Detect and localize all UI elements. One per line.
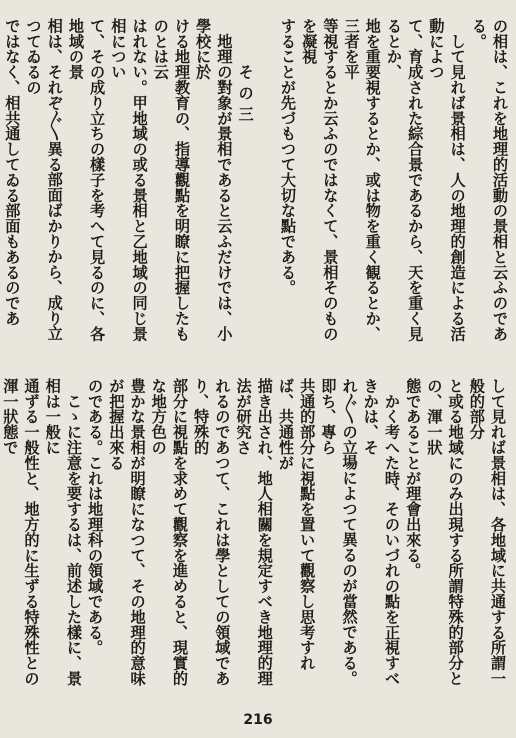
page-number: 216 — [243, 712, 273, 728]
upper-text-block: の相は、これを地理的活動の景相と云ふのである。 して見れば景相は、人の地理的創造による活動によつ て、育成された綜合景であるから、天を重く見るとか、 地を重要視するとか、或は物を重く観るとか、三者を平 等視するとか云ふのではなくて、景相そのものを凝視 することが先づもつて大切な點である。 そ の 三 地理の對象が景相であると云ふだけでは、小學校に於 ける地理教育の、指導觀點を明瞭に把握したものとは云 はれない。甲地域の或る景相と乙地域の同じ景相につい て、その成り立ちの樣子を考へて見るのに、各地域の景 相は、それぞ〴〵異る部面ばかりから、成り立つてゐるの ではなく、相共通してゐる部面もあるのであ — [3, 18, 509, 342]
lower-text-block: して見れば景相は、各地域に共通する所謂一般的部分 と或る地域にのみ出現する所謂特殊的部分との、渾一狀 態であることが理會出來る。 かく考へた時、そのいづれの點を正視すべきかは、そ れ〴〵の立場によつて異るのが當然である。即ち、專ら 共通的部分に視點を置いて觀察し思考すれば、共通性が 描き出され、地人相關を規定すべき地理的理法が研究さ れるのであつて、これは學としての領域であり、特殊的 部分に視點を求めて觀察を進めると、現實的な地方色の 豊かな景相が明瞭になつて、その地理的意味が把握出來る のである。これは地理科の領域である。 こゝに注意を要するは、前述した樣に、景相は一般に 通ずる一般性と、地方的に生ずる特殊性との渾一狀態で — [1, 378, 507, 686]
